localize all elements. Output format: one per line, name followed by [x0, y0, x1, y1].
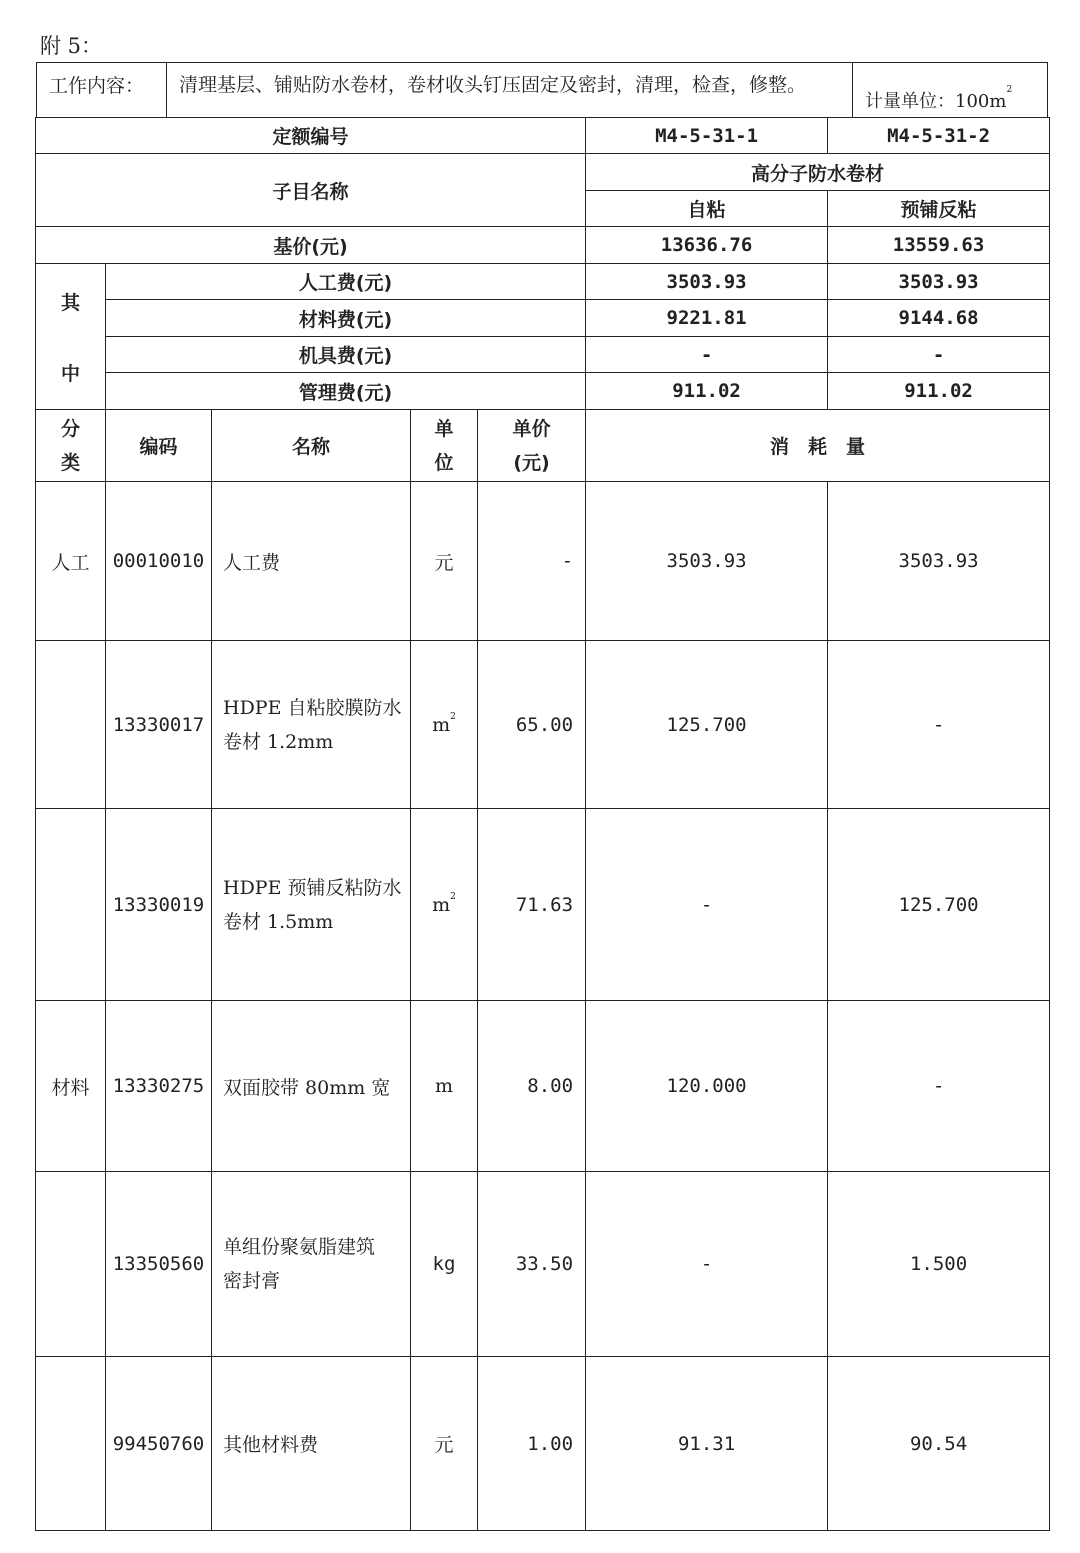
- row-consumption-1: 125.700: [586, 641, 828, 809]
- group-name: 高分子防水卷材: [586, 154, 1050, 191]
- row-unit: m: [411, 1001, 478, 1172]
- col-header-unit: 单 位: [411, 410, 478, 482]
- cost-labor-2: 3503.93: [828, 264, 1050, 300]
- row-name: 其他材料费: [212, 1357, 411, 1531]
- row-price: -: [478, 482, 586, 641]
- table-row: [36, 641, 1050, 809]
- sub-name-1: 自粘: [586, 191, 828, 227]
- row-consumption-1: 120.000: [586, 1001, 828, 1172]
- row-consumption-1: -: [586, 809, 828, 1001]
- row-consumption-1: -: [586, 1172, 828, 1357]
- zhong-char: 中: [60, 362, 80, 385]
- row-price: 65.00: [478, 641, 586, 809]
- row-category: [36, 1357, 106, 1531]
- row-code: 13350560: [106, 1172, 212, 1357]
- qi-char: 其: [60, 291, 80, 314]
- table-row: [36, 1357, 1050, 1531]
- col-header-code: 编码: [106, 410, 212, 482]
- row-unit: $m^2$: [411, 809, 478, 1001]
- table-row: [36, 809, 1050, 1001]
- col-header-category: 分 类: [36, 410, 106, 482]
- row-consumption-2: -: [828, 1001, 1050, 1172]
- table-row: [36, 482, 1050, 641]
- quota-code-2: M4-5-31-2: [828, 118, 1050, 154]
- cost-material-2: 9144.68: [828, 300, 1050, 337]
- row-name: HDPE 自粘胶膜防水 卷材 1.2mm: [212, 641, 411, 809]
- measure-unit-box: [852, 63, 1049, 117]
- work-content-text: 清理基层、铺贴防水卷材，卷材收头钉压固定及密封，清理，检查，修整。: [179, 74, 807, 96]
- row-consumption-1: 3503.93: [586, 482, 828, 641]
- cost-label-machine: 机具费(元): [106, 337, 586, 373]
- row-category: [36, 809, 106, 1001]
- col-header-name: 名称: [212, 410, 411, 482]
- base-price-1: 13636.76: [586, 227, 828, 264]
- row-unit: 元: [411, 1357, 478, 1531]
- cost-label-management: 管理费(元): [106, 373, 586, 410]
- sub-name-2: 预铺反粘: [828, 191, 1050, 227]
- cost-label-material: 材料费(元): [106, 300, 586, 337]
- row-category: [36, 641, 106, 809]
- row-code: 99450760: [106, 1357, 212, 1531]
- item-name-label: 子目名称: [36, 154, 586, 227]
- row-price: 71.63: [478, 809, 586, 1001]
- row-consumption-1: 91.31: [586, 1357, 828, 1531]
- col-header-consumption: 消 耗 量: [586, 410, 1050, 482]
- row-consumption-2: 1.500: [828, 1172, 1050, 1357]
- row-name: 单组份聚氨脂建筑 密封膏: [212, 1172, 411, 1357]
- base-price-label: 基价(元): [36, 227, 586, 264]
- row-price: 33.50: [478, 1172, 586, 1357]
- cost-management-1: 911.02: [586, 373, 828, 410]
- quota-code-1: M4-5-31-1: [586, 118, 828, 154]
- row-code: 13330017: [106, 641, 212, 809]
- table-row: [36, 1001, 1050, 1172]
- work-content-label: 工作内容：: [37, 63, 167, 117]
- cost-management-2: 911.02: [828, 373, 1050, 410]
- quota-no-label: 定额编号: [36, 118, 586, 154]
- row-unit: $m^2$: [411, 641, 478, 809]
- row-category: 人工: [36, 482, 106, 641]
- cost-machine-1: -: [586, 337, 828, 373]
- cost-labor-1: 3503.93: [586, 264, 828, 300]
- row-consumption-2: 90.54: [828, 1357, 1050, 1531]
- table-row: [36, 1172, 1050, 1357]
- row-unit: kg: [411, 1172, 478, 1357]
- row-unit: 元: [411, 482, 478, 641]
- cost-machine-2: -: [828, 337, 1050, 373]
- row-name: 人工费: [212, 482, 411, 641]
- row-price: 8.00: [478, 1001, 586, 1172]
- row-category: 材料: [36, 1001, 106, 1172]
- row-name: 双面胶带 80mm 宽: [212, 1001, 411, 1172]
- base-price-2: 13559.63: [828, 227, 1050, 264]
- cost-material-1: 9221.81: [586, 300, 828, 337]
- quota-table: [35, 117, 1050, 1531]
- row-code: 13330019: [106, 809, 212, 1001]
- row-price: 1.00: [478, 1357, 586, 1531]
- row-category: [36, 1172, 106, 1357]
- attachment-label: 附 5：: [40, 34, 103, 58]
- work-content-box: [36, 62, 1048, 118]
- cost-label-labor: 人工费(元): [106, 264, 586, 300]
- row-consumption-2: 125.700: [828, 809, 1050, 1001]
- row-name: HDPE 预铺反粘防水 卷材 1.5mm: [212, 809, 411, 1001]
- measure-unit: 计量单位：$100m^2$: [865, 85, 1013, 112]
- row-code: 00010010: [106, 482, 212, 641]
- qizhong-label: [36, 264, 106, 410]
- col-header-price: 单价 (元): [478, 410, 586, 482]
- row-consumption-2: -: [828, 641, 1050, 809]
- row-consumption-2: 3503.93: [828, 482, 1050, 641]
- row-code: 13330275: [106, 1001, 212, 1172]
